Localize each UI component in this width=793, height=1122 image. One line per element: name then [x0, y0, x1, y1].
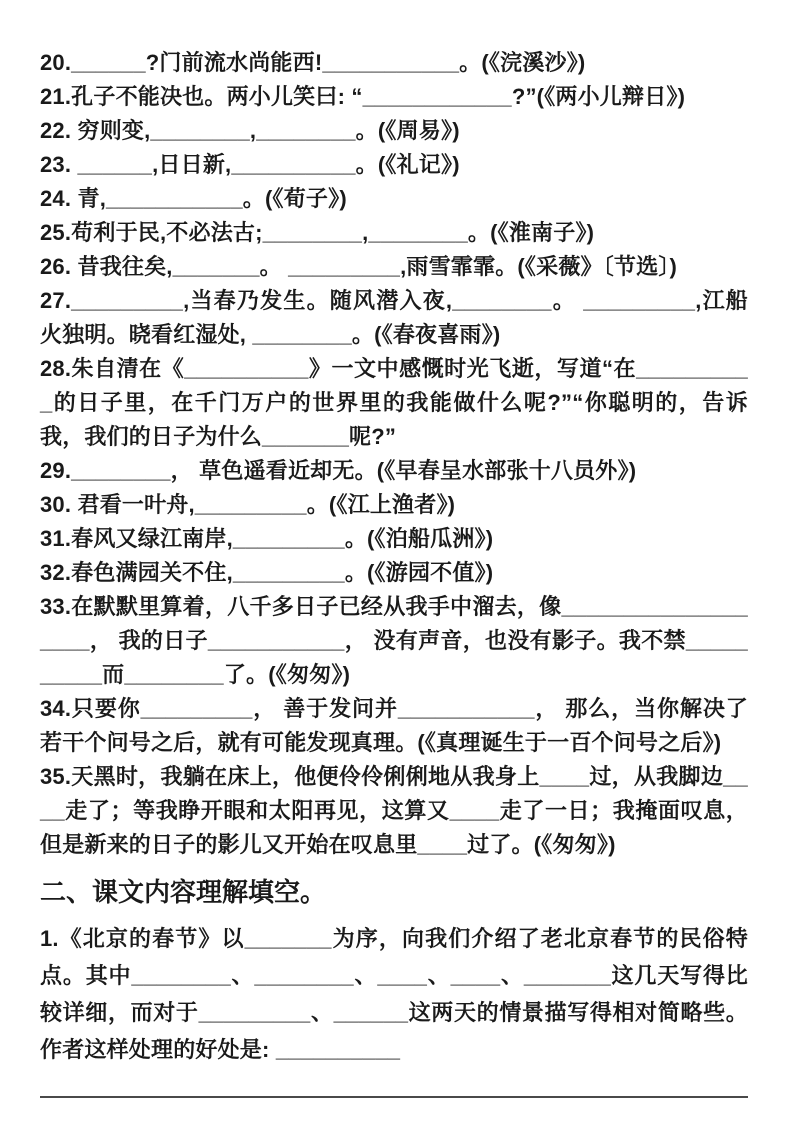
- question-item-25: 25.苟利于民,不必法古;________,________。(《淮南子》): [40, 220, 595, 245]
- question-item-27: 27._________,当春乃发生。随风潜入夜,________。 _________,江船火独明。晓看红湿处, ________。(《春夜喜雨》): [40, 288, 748, 347]
- question-item-21: 21.孔子不能决也。两小儿笑曰: “____________?”(《两小儿辩日》): [40, 84, 686, 109]
- question-item-24: 24. 青,___________。(《荀子》): [40, 186, 347, 211]
- question-item-31: 31.春风又绿江南岸,_________。(《泊船瓜洲》): [40, 526, 494, 551]
- answer-blank-line: [40, 1096, 748, 1098]
- question-item-22: 22. 穷则变,________,________。(《周易》): [40, 118, 460, 143]
- question-item-20: 20.______?门前流水尚能西!___________。(《浣溪沙》): [40, 50, 586, 75]
- comprehension-question-1: 1.《北京的春节》以_______为序，向我们介绍了老北京春节的民俗特点。其中________、________、____、____、_______这几天写得比较详细，而对于_________、______这两天的情景描写得相对简略些。作者这样处理的好处是: __________: [40, 926, 748, 1062]
- section-heading-comprehension: 二、课文内容理解填空。: [40, 877, 327, 907]
- question-item-35: 35.天黑时，我躺在床上，他便伶伶俐俐地从我身上____过，从我脚边____走了；等我睁开眼和太阳再见，这算又____走了一日；我掩面叹息，但是新来的日子的影儿又开始在叹息里____过了。(《匆匆》): [40, 764, 748, 857]
- question-item-33: 33.在默默里算着，八千多日子已经从我手中溜去，像___________________， 我的日子___________， 没有声音，也没有影子。我不禁__________而________了。(《匆匆》): [40, 594, 748, 687]
- question-item-34: 34.只要你_________， 善于发问并___________， 那么，当你解决了若干个问号之后，就有可能发现真理。(《真理诞生于一百个问号之后》): [40, 696, 748, 755]
- question-item-29: 29.________， 草色遥看近却无。(《早春呈水部张十八员外》): [40, 458, 637, 483]
- question-item-26: 26. 昔我往矣,_______。 _________,雨雪霏霏。(《采薇》〔节选〕): [40, 254, 678, 279]
- question-item-28: 28.朱自清在《__________》一文中感慨时光飞逝，写道“在__________的日子里，在千门万户的世界里的我能做什么呢?”“你聪明的，告诉我，我们的日子为什么_______呢?”: [40, 356, 748, 449]
- question-item-32: 32.春色满园关不住,_________。(《游园不值》): [40, 560, 494, 585]
- question-item-30: 30. 君看一叶舟,_________。(《江上渔者》): [40, 492, 456, 517]
- question-item-23: 23. ______,日日新,__________。(《礼记》): [40, 152, 460, 177]
